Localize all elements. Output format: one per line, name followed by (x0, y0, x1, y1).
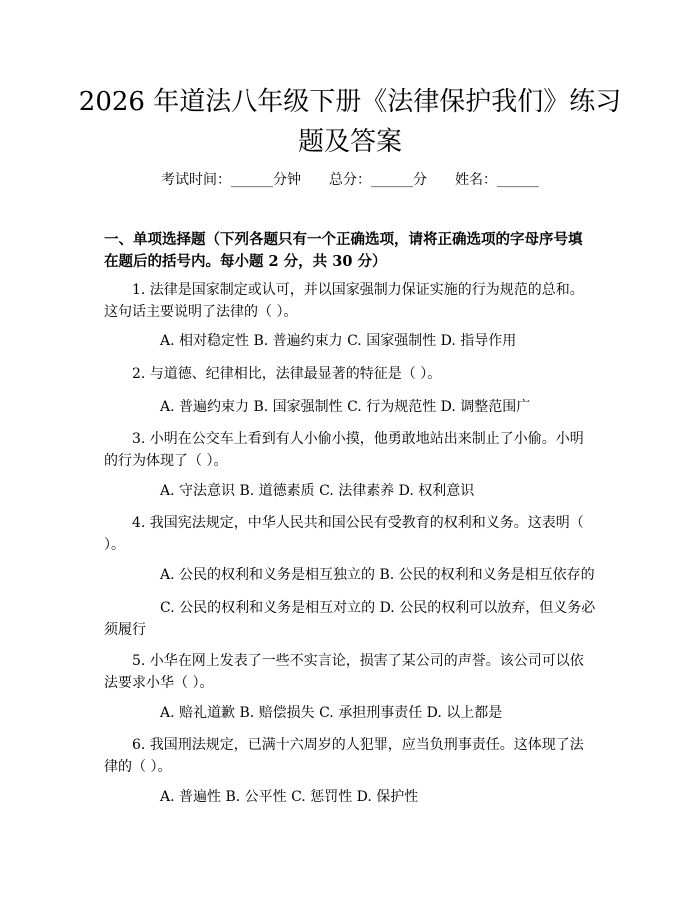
question-6: 6. 我国刑法规定，已满十六周岁的人犯罪，应当负刑事责任。这体现了法律的（ ）。 (104, 737, 584, 775)
question-3: 3. 小明在公交车上看到有人小偷小摸，他勇敢地站出来制止了小偷。小明的行为体现了（ ）。 (104, 431, 584, 469)
section-heading: 一、单项选择题（下列各题只有一个正确选项，请将正确选项的字母序号填在题后的括号内。每小题 2 分，共 30 分） (104, 231, 583, 270)
question-2-options: A. 普遍约束力 B. 国家强制性 C. 行为规范性 D. 调整范围广 (160, 399, 531, 415)
question-2: 2. 与道德、纪律相比，法律最显著的特征是（ ）。 (132, 366, 442, 382)
question-1: 1. 法律是国家制定或认可，并以国家强制力保证实施的行为规范的总和。这句话主要说明了法律的（ ）。 (104, 282, 584, 320)
document-title: 2026 年道法八年级下册《法律保护我们》练习题及答案 (78, 87, 622, 157)
question-4-options-ab: A. 公民的权利和义务是相互独立的 B. 公民的权利和义务是相互依存的 (160, 567, 595, 583)
question-5-options: A. 赔礼道歉 B. 赔偿损失 C. 承担刑事责任 D. 以上都是 (160, 705, 503, 721)
question-1-options: A. 相对稳定性 B. 普遍约束力 C. 国家强制性 D. 指导作用 (160, 333, 517, 349)
question-6-options: A. 普遍性 B. 公平性 C. 惩罚性 D. 保护性 (160, 789, 419, 805)
exam-meta-line: 考试时间：______分钟 总分：______分 姓名：______ (161, 172, 539, 188)
question-4: 4. 我国宪法规定，中华人民共和国公民有受教育的权利和义务。这表明（ ）。 (104, 515, 584, 553)
question-5: 5. 小华在网上发表了一些不实言论，损害了某公司的声誉。该公司可以依法要求小华（ ）。 (104, 653, 584, 691)
question-4-options-cd: C. 公民的权利和义务是相互对立的 D. 公民的权利可以放弃，但义务必须履行 (104, 600, 596, 638)
question-3-options: A. 守法意识 B. 道德素质 C. 法律素养 D. 权利意识 (160, 483, 475, 499)
